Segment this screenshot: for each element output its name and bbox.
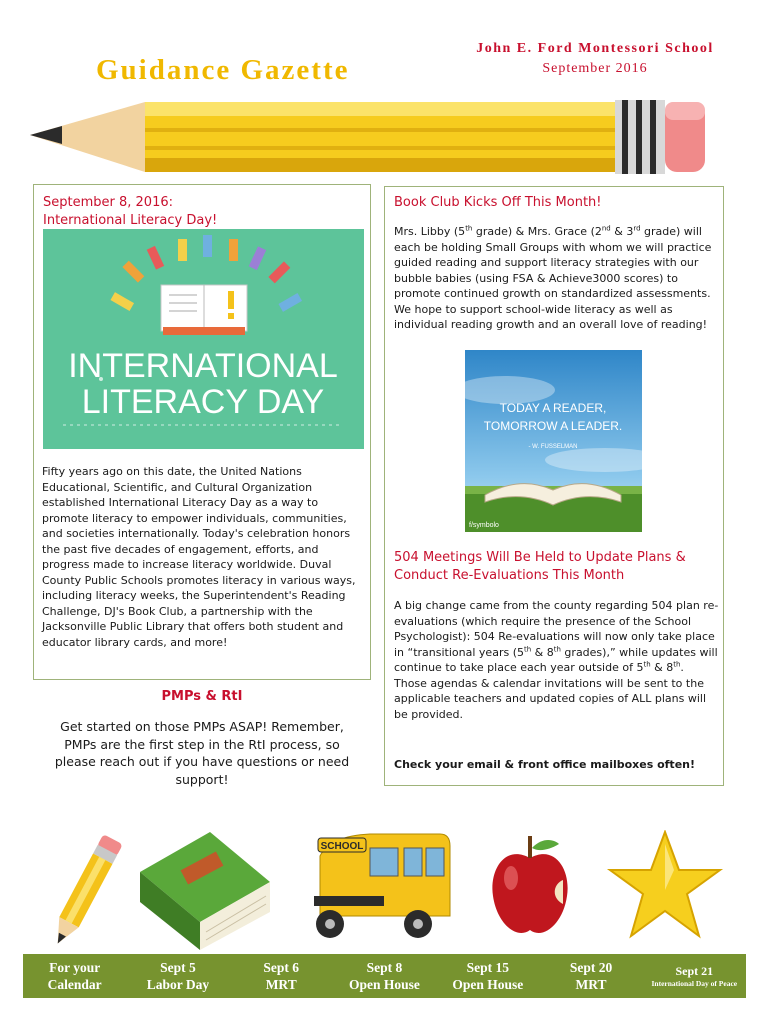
calendar-item: [23, 954, 126, 998]
meetings-text-3: grades),” while updates will continue to take place each year outside of 5: [394, 645, 718, 674]
meetings-body: [394, 598, 719, 722]
calendar-event: MRT: [265, 977, 297, 992]
check-mail-reminder: Check your email & front office mailboxes often!: [394, 758, 696, 771]
book-club-text-2: grade) & Mrs. Grace (2: [472, 225, 602, 238]
calendar-item: [333, 954, 436, 998]
bus-sign: SCHOOL: [320, 841, 364, 852]
calendar-event: International Day of Peace: [651, 979, 738, 988]
calendar-item: [230, 954, 333, 998]
calendar-date: For your: [49, 960, 101, 975]
open-book-with-pencils-icon: [43, 229, 364, 449]
meetings-text-4: & 8: [650, 661, 674, 674]
meetings-text-5: . Those agendas & calendar invitations will be sent to the applicable teachers and updated copies of ALL plans will be provided.: [394, 661, 707, 721]
literacy-day-heading: [43, 194, 363, 230]
calendar-date: Sept 20: [569, 960, 613, 975]
book-club-text-3: & 3: [610, 225, 634, 238]
book-club-text-1: Mrs. Libby (5: [394, 225, 466, 238]
quote-author: - W. FUSSELMAN: [528, 444, 578, 450]
school-block: [470, 40, 720, 78]
meetings-text-2: & 8: [531, 645, 554, 659]
book-club-sup-3: rd: [633, 224, 641, 233]
pmps-body: Get started on those PMPs ASAP! Remember, PMPs are the first step in the RtI process, so please reach out if you have questions or need support!: [54, 719, 350, 787]
meetings-text-1: A big change came from the county regarding 504 plan re-evaluations (which require the presence of the School Psychologist): 504 Re-evaluations will now only take place in “transitional years (5: [394, 599, 719, 659]
meetings-sup-2: th: [553, 644, 561, 653]
newsletter-title: Guidance Gazette: [96, 54, 350, 86]
book-club-sup-1: th: [465, 224, 473, 233]
issue-date: September 2016: [542, 61, 648, 76]
quote-line-1: TODAY A READER,: [499, 401, 607, 415]
book-club-heading: Book Club Kicks Off This Month!: [394, 195, 602, 210]
calendar-event: Calendar: [47, 977, 102, 992]
banner-line-1: INTERNATIONAL: [68, 347, 338, 385]
meetings-sup-3: th: [643, 660, 651, 669]
literacy-day-heading-title: International Literacy Day!: [43, 213, 218, 228]
calendar-date: Sept 8: [366, 960, 403, 975]
literacy-day-body: Fifty years ago on this date, the United Nations Educational, Scientific, and Cultural Organization established International Literacy Day as a way to promote literacy to empower individuals, communities, and societies internationally. Today's celebration honors the past five decades of engagement, efforts, and progress made to increase literacy worldwide. Duval County Public Schools promotes literacy in various ways, including literacy weeks, the Superintendent's Reading Challenge, DJ's Book Club, a partnership with the Jacksonville Public Library that offers both student and educator library cards, and more!: [42, 465, 356, 649]
meetings-sup-4: th: [673, 660, 681, 669]
star-icon: [606, 830, 724, 942]
school-name: John E. Ford Montessori School: [476, 41, 714, 56]
calendar-date: Sept 5: [160, 960, 196, 975]
book-club-body: [394, 224, 719, 333]
literacy-day-heading-date: September 8, 2016:: [43, 195, 173, 210]
calendar-item: [643, 954, 746, 998]
book-club-sup-2: nd: [601, 224, 611, 233]
calendar-item: [126, 954, 229, 998]
calendar-event: MRT: [575, 977, 607, 992]
quote-line-2: TOMORROW A LEADER.: [483, 419, 623, 433]
literacy-day-panel: [33, 184, 371, 680]
calendar-bar: [23, 954, 746, 998]
book-icon: [130, 822, 280, 954]
calendar-event: Open House: [349, 977, 420, 992]
school-bus-icon: [300, 826, 455, 944]
meetings-heading: 504 Meetings Will Be Held to Update Plans & Conduct Re-Evaluations This Month: [394, 550, 686, 583]
literacy-day-banner: [43, 229, 364, 449]
apple-icon: [485, 830, 575, 942]
right-panel: [384, 186, 724, 786]
calendar-item: [539, 954, 642, 998]
book-club-text-4: grade) will each be holding Small Groups with whom we will practice guided reading and support literacy strategies with our bubble babies (using FSA & Achieve3000 scores) to promote continued growth on standardized assessments. We hope to support school-wide literacy as well as individual reading growth and an overall love of reading!: [394, 225, 712, 331]
calendar-event: Open House: [452, 977, 524, 992]
pencil-banner-icon: [30, 100, 710, 178]
image-credit: f/symbolo: [469, 522, 499, 529]
calendar-item: [436, 954, 539, 998]
banner-line-2: LITERACY DAY: [81, 383, 325, 421]
calendar-event: Labor Day: [146, 977, 210, 992]
pmps-heading: PMPs & RtI: [161, 689, 243, 704]
calendar-date: Sept 21: [675, 964, 714, 978]
pencil-icon: [45, 826, 125, 954]
meetings-sup-1: th: [523, 644, 532, 653]
calendar-date: Sept 6: [263, 960, 300, 975]
reader-quote-image: [465, 350, 642, 532]
calendar-date: Sept 15: [466, 960, 509, 975]
